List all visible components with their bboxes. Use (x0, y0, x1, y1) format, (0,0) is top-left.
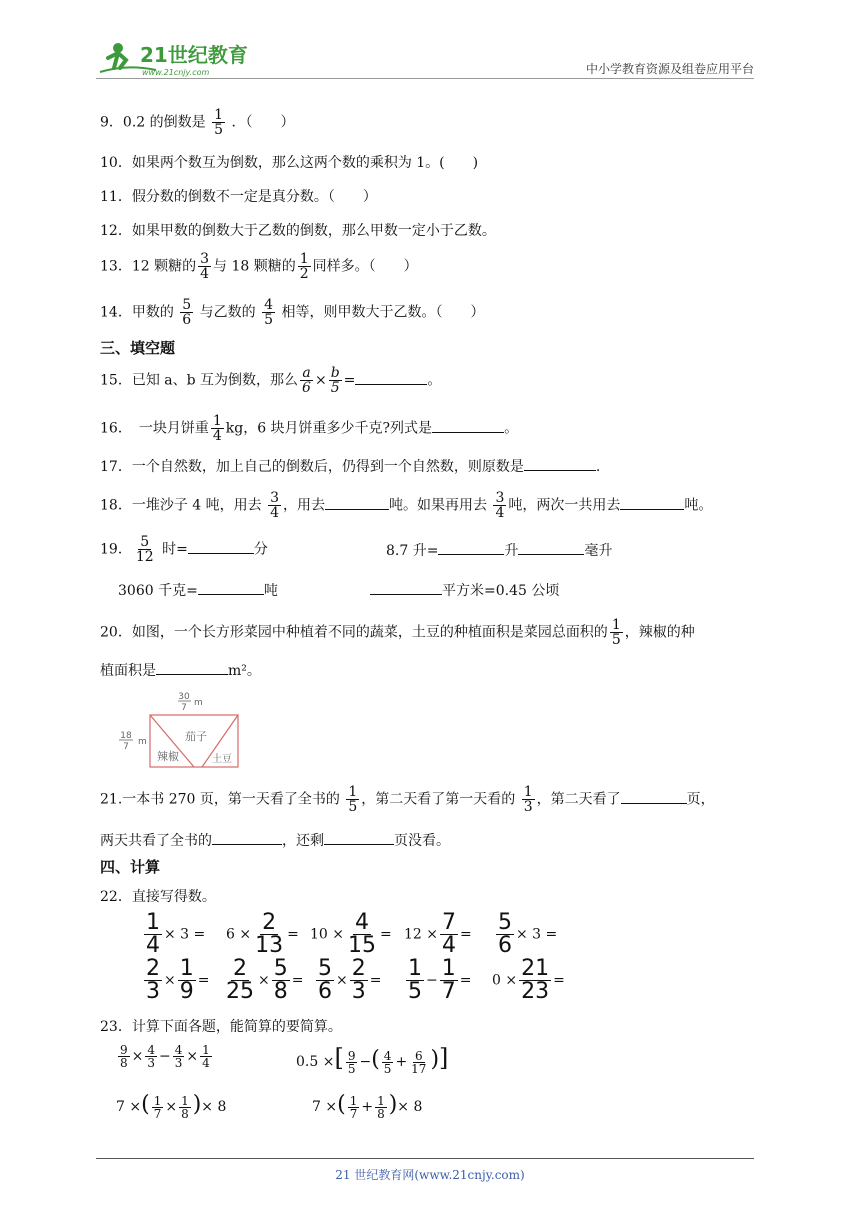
footer-text[interactable]: 21 世纪教育网(www.21cnjy.com) (335, 1168, 525, 1182)
q20-answer-blank[interactable] (156, 660, 228, 675)
q22-item-2-2: $\frac{2}{25}$ × $\frac{5}{8}$ = (226, 956, 304, 1004)
question-10: 10．如果两个数互为倒数，那么这两个数的乘积为 1。( ) (100, 155, 479, 171)
q15-fraction-1: $\frac{a}{6}$ (302, 365, 311, 396)
q21-part-c: ，第二天看了 (536, 791, 621, 808)
q21-part-b: ，第二天看了第一天看的 (361, 791, 516, 808)
q19-minutes-blank[interactable] (188, 539, 254, 554)
q14-fraction-2: $\frac{4}{5}$ (264, 297, 274, 328)
q13-fraction-2: $\frac{1}{2}$ (299, 251, 309, 282)
question-19-row-2 (118, 580, 278, 600)
q21-part-f: ，还剩 (282, 833, 324, 849)
q18-part-c: 吨。如果再用去 (389, 497, 487, 514)
diagram-top-unit: m (194, 698, 203, 708)
q21-fraction-2: $\frac{1}{3}$ (523, 784, 533, 815)
q9-prefix: 9．0.2 的倒数是 (100, 114, 206, 131)
q19-minutes-unit: 分 (253, 541, 268, 558)
q22-item-2-1: $\frac{2}{3}$ × $\frac{1}{9}$ = (146, 956, 210, 1004)
q15-times: × (314, 372, 327, 389)
q19-liters-label: 8.7 升= (386, 543, 439, 559)
q9-suffix: ．（ ） (231, 114, 295, 131)
q16-part-a: 16． 一块月饼重 (100, 420, 209, 437)
q13-part-c: 同样多。（ ） (312, 258, 418, 275)
q19-kg-label: 3060 千克= (118, 583, 198, 599)
logo-text: 21世纪教育 (140, 43, 248, 67)
q22-item-2-3: $\frac{5}{6}$ × $\frac{2}{3}$ = (318, 956, 382, 1004)
q16-end: 。 (504, 420, 519, 437)
q13-part-a: 13．12 颗糖的 (100, 258, 197, 275)
label-pepper: 辣椒 (157, 750, 179, 763)
q9-fraction: $\frac{1}{5}$ (214, 107, 223, 138)
q17-answer-blank[interactable] (524, 456, 596, 471)
header-platform-text: 中小学教育资源及组卷应用平台 (585, 62, 754, 76)
q13-part-b: 与 18 颗糖的 (213, 258, 296, 275)
q15-part-a: 15．已知 a、b 互为倒数，那么 (100, 372, 299, 389)
q21-part-g: 页没看。 (394, 833, 450, 849)
q19-sqm-blank[interactable] (370, 580, 442, 595)
q18-part-a: 18．一堆沙子 4 吨，用去 (100, 497, 262, 514)
question-19-row-1 (100, 535, 268, 564)
question-20-line-2 (100, 660, 261, 680)
diagram-left-denominator: 7 (123, 742, 129, 752)
question-21-line-2 (100, 830, 450, 850)
q16-fraction: $\frac{1}{4}$ (212, 413, 222, 444)
diagram-left-unit: m (138, 737, 147, 747)
question-13 (100, 252, 418, 281)
q23-expression-1: $\frac{9}{8}$ × $\frac{4}{3}$ − $\frac{4}{3}$ × $\frac{1}{4}$ (120, 1043, 210, 1070)
q15-equals: = (343, 372, 356, 389)
q19-liters-unit: 升 (504, 543, 519, 559)
q20-part-a: 20．如图，一个长方形菜园中种植着不同的蔬菜，土豆的种植面积是菜园总面积的 (100, 624, 608, 641)
question-19-area (370, 580, 559, 600)
q22-item-2-4: $\frac{1}{5}$ − $\frac{1}{7}$ = (408, 956, 472, 1004)
question-9 (100, 108, 294, 137)
q21-answer-blank-2[interactable] (212, 830, 282, 845)
q18-fraction-2: $\frac{3}{4}$ (495, 490, 505, 521)
q22-item-1-5: $\frac{5}{6}$ × 3 = (498, 910, 558, 958)
label-potato: 土豆 (212, 754, 232, 765)
q15-fraction-2: $\frac{b}{5}$ (330, 365, 340, 396)
q20-unit: m²。 (228, 663, 261, 679)
q18-answer-blank-2[interactable] (620, 495, 684, 510)
diagram-top-numerator: 30 (178, 692, 190, 702)
q20-part-b: ，辣椒的种 (624, 624, 695, 641)
q23-expression-4: 7 ×( $\frac{1}{7}$ + $\frac{1}{8}$ )× 8 (312, 1092, 423, 1121)
q21-part-d: 页， (686, 791, 715, 808)
q17-end: . (595, 459, 601, 475)
header-divider (96, 78, 754, 79)
question-17 (100, 456, 600, 476)
q14-part-b: 与乙数的 (199, 304, 256, 321)
site-logo (96, 38, 256, 78)
q18-answer-blank-1[interactable] (325, 495, 389, 510)
q20-part-c: 植面积是 (100, 663, 156, 679)
question-14 (100, 298, 484, 327)
q13-fraction-1: $\frac{3}{4}$ (200, 251, 210, 282)
label-eggplant: 茄子 (185, 730, 207, 743)
question-11: 11．假分数的倒数不一定是真分数。（ ） (100, 189, 377, 205)
logo-url: www.21cnjy.com (142, 68, 210, 77)
q22-item-1-2: 6 × $\frac{2}{13}$ = (226, 910, 299, 958)
q19-ml-unit: 毫升 (584, 543, 613, 559)
question-21 (100, 785, 715, 814)
q23-expression-3: 7 ×( $\frac{1}{7}$ × $\frac{1}{8}$ )× 8 (116, 1092, 227, 1121)
question-20 (100, 618, 695, 647)
q18-part-e: 吨。 (684, 497, 713, 514)
section-4-title: 四、计算 (100, 858, 161, 876)
q21-fraction-1: $\frac{1}{5}$ (348, 784, 358, 815)
q20-fraction: $\frac{1}{5}$ (611, 617, 621, 648)
q22-item-2-5: 0 × $\frac{21}{23}$ = (492, 956, 565, 1004)
q21-answer-blank-1[interactable] (621, 789, 687, 804)
q18-part-b: ，用去 (283, 497, 325, 514)
q21-part-a: 21.一本书 270 页，第一天看了全书的 (100, 791, 340, 808)
q22-item-1-4: 12 × $\frac{7}{4}$ = (404, 910, 472, 958)
q14-fraction-1: $\frac{5}{6}$ (182, 297, 192, 328)
q14-part-a: 14．甲数的 (100, 304, 174, 321)
q22-item-1-3: 10 × $\frac{4}{15}$ = (310, 910, 392, 958)
q19-number: 19． (100, 541, 132, 558)
q14-part-c: 相等，则甲数大于乙数。（ ） (281, 304, 485, 321)
q22-item-1-1: $\frac{1}{4}$ × 3 = (146, 910, 206, 958)
question-12: 12．如果甲数的倒数大于乙数的倒数，那么甲数一定小于乙数。 (100, 223, 496, 239)
q19-ton-blank[interactable] (198, 580, 264, 595)
q21-answer-blank-3[interactable] (324, 830, 394, 845)
q16-answer-blank[interactable] (432, 418, 504, 433)
q23-expression-2: 0.5 ×[ $\frac{9}{5}$ −( $\frac{4}{5}$ + $\frac{6}{17}$ )] (296, 1044, 449, 1076)
q19-liters-blank[interactable] (438, 540, 504, 555)
q19-sqm-text: 平方米=0.45 公顷 (442, 583, 560, 599)
q19-fraction: $\frac{5}{12}$ (135, 534, 154, 565)
q16-part-b: kg，6 块月饼重多少千克?列式是 (225, 420, 433, 437)
q18-part-d: 吨，两次一共用去 (508, 497, 621, 514)
question-23-title: 23．计算下面各题，能简算的要简算。 (100, 1019, 342, 1035)
question-16 (100, 414, 518, 443)
question-22-title: 22．直接写得数。 (100, 889, 216, 905)
q18-fraction-1: $\frac{3}{4}$ (270, 490, 279, 521)
q19-ton-unit: 吨 (263, 583, 278, 599)
question-18 (100, 491, 712, 520)
q21-part-e: 两天共看了全书的 (100, 833, 212, 849)
diagram-left-numerator: 18 (120, 731, 132, 741)
q15-end: 。 (427, 372, 442, 389)
diagram-top-denominator: 7 (181, 703, 187, 713)
footer-divider (96, 1158, 754, 1159)
q19-hour-label: 时= (162, 541, 188, 558)
section-3-title: 三、填空题 (100, 339, 176, 357)
garden-diagram (116, 690, 246, 770)
q15-answer-blank[interactable] (355, 370, 427, 385)
q17-part-a: 17．一个自然数，加上自己的倒数后，仍得到一个自然数，则原数是 (100, 459, 524, 475)
question-15 (100, 366, 441, 395)
q19-ml-blank[interactable] (518, 540, 584, 555)
question-19-liters (386, 540, 612, 560)
